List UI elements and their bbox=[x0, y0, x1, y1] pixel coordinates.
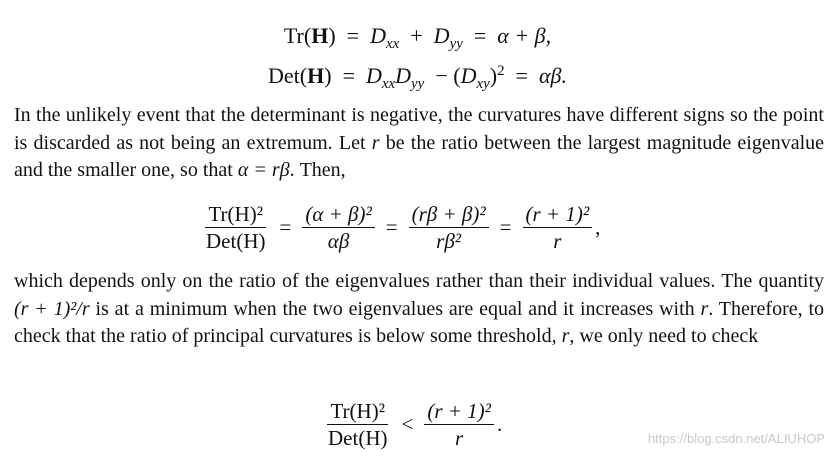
fraction-lhs: $\frac{\text{Tr(H)²}}{\text{Det(H)}}$ bbox=[328, 399, 388, 450]
ratio-equation: $\frac{\text{Tr(H)²}}{\text{Det(H)}}$ = $\frac{\text{(α + β)²}}{\alpha\beta}$ = $\frac{\text{(rβ + β)²}}{\text{rβ²}}$ = $\frac{\text{(r + 1)²}}{r}$ , bbox=[200, 201, 600, 254]
threshold-inequality: $\frac{\text{Tr(H)²}}{\text{Det(H)}}$ < $\frac{\text{(r + 1)²}}{r}$ . bbox=[322, 398, 502, 451]
trace-eigen-sum: α + β, bbox=[497, 23, 552, 48]
trace-equation: $Tr(H) = D_{xx} + D_{yy} = \alpha + \beta$, bbox=[283, 23, 552, 53]
paragraph-negative-determinant: In the unlikely event that the determinant is negative, the curvatures have different signs so the point is discarded as not being an extremum. Let r be the ratio between the largest magnitude eigenvalue and the smaller one, so that α = rβ. Then, bbox=[14, 104, 825, 181]
less-than-operator: < bbox=[401, 412, 414, 436]
trace-operator: Tr bbox=[283, 23, 304, 48]
watermark: https://blog.csdn.net/ALIUHOP bbox=[647, 431, 825, 446]
fraction-rhs: $\frac{\text{(r + 1)²}}{r}$ bbox=[424, 398, 494, 451]
hessian-symbol: H bbox=[311, 23, 329, 48]
paragraph-ratio-explanation: which depends only on the ratio of the eigenvalues rather than their individual values. The quantity (r + 1)²/r is at a minimum when the two eigenvalues are equal and it increases with r. Therefore, to check that the ratio of principal curvatures is below some threshold, r, we only need to check bbox=[14, 270, 825, 347]
fraction-r-plus-one: $\frac{\text{(r + 1)²}}{r}$ bbox=[523, 201, 593, 254]
det-eigen-product: αβ. bbox=[538, 63, 567, 88]
fraction-alpha-beta: $\frac{\text{(α + β)²}}{\alpha\beta}$ bbox=[302, 201, 374, 254]
determinant-equation: $Det(H) = D_{xx}D_{yy} - (D_{xy})^2 = \alpha\beta$. bbox=[268, 62, 567, 93]
fraction-tr-over-det: $\frac{\text{Tr(H)²}}{\text{Det(H)}}$ bbox=[206, 202, 266, 253]
det-operator: Det bbox=[268, 63, 300, 88]
fraction-r-beta: $\frac{\text{(rβ + β)²}}{\text{rβ²}}$ bbox=[409, 201, 489, 254]
